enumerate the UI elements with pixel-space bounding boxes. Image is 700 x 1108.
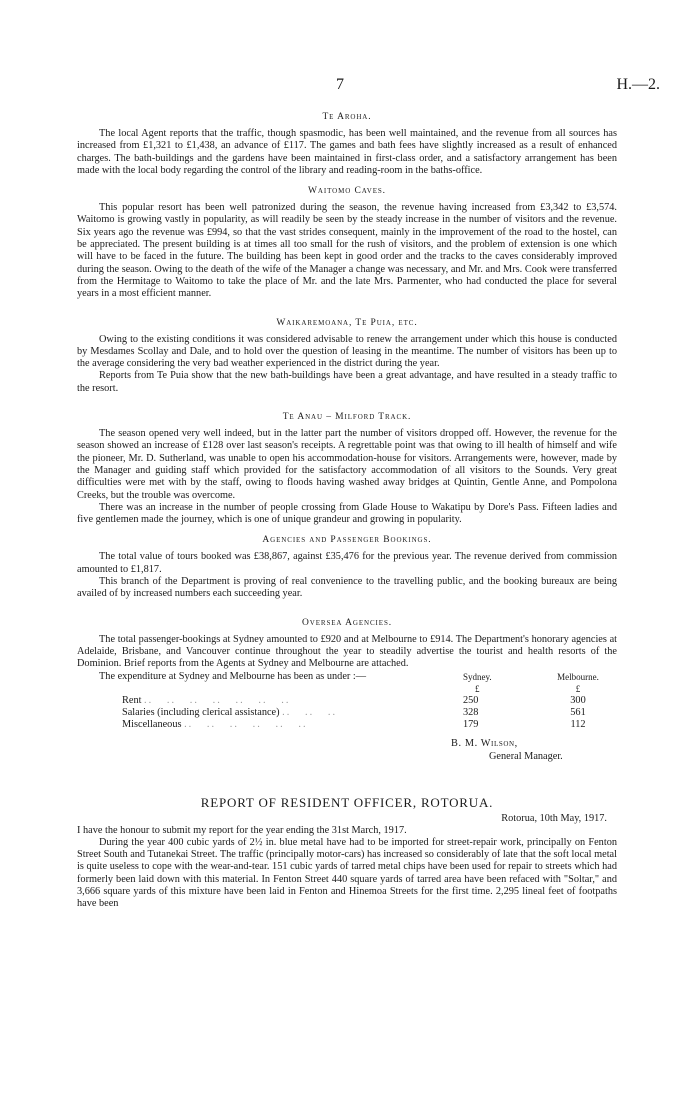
page-content xyxy=(77,103,617,911)
expenditure-intro: The expenditure at Sydney and Melbourne has been as under :— xyxy=(99,670,367,682)
paragraph: During the year 400 cubic yards of 2½ in. blue metal have had to be imported for street-repair work, principally on Fenton Street South and Tutanekai Street. The traffic (principally motor-cars) has increased so considerably of late that the soft local metal is quite useless to cope with the wear-and-tear. 151 cubic yards of tarred metal chips have been used for repair to streets which had formerly been laid down with this material. In Fenton Street 440 square yards of tarred area have been refaced with "Soltar," and 3,666 square yards of this mixture have been laid in Fenton and Hinemoa Streets for the first time. 2,295 lineal feet of footpaths have been xyxy=(77,836,617,910)
column-header-sydney: Sydney. xyxy=(463,671,492,682)
row-label: Miscellaneous xyxy=(122,718,182,730)
paragraph: Reports from Te Puia show that the new bath-buildings have been a great advantage, and have resulted in a steady traffic to the resort. xyxy=(77,370,617,394)
section-oversea-agencies xyxy=(77,617,617,763)
signature-name: B. M. Wilson, xyxy=(451,737,518,749)
paragraph: Owing to the existing conditions it was considered advisable to renew the arrangement under which this house is conducted by Mesdames Scollay and Dale, and to hold over the question of leasing in the meantime. The number of visitors has been up to the average considering the very bad weather experienced in the district during the year. xyxy=(77,333,617,370)
paragraph: This popular resort has been well patronized during the season, the revenue having increased from £3,342 to £3,574. Waitomo is growing vastly in popularity, as will readily be seen by the steady increase in the number of visitors and the revenue. Six years ago the revenue was £994, so that the vast strides consequent, mainly in the improvement of the road to the hostel, can be appreciated. The present building is at times all too small for the rush of visitors, and the problem of extension is one which will have to be faced in the future. The building has been kept in good order and the tracks to the caves considerably improved during the season. Owing to the death of the wife of the Manager a change was necessary, and Mr. and Mrs. Cook were transferred from the Hermitage to Waitomo to take the place of Mr. and the late Mrs. Parmenter, who had conducted the place for several years in a most efficient manner. xyxy=(77,202,617,300)
row-label: Rent xyxy=(122,694,142,706)
table-row: Salaries (including clerical assistance) .. .. .. 328 561 xyxy=(77,707,617,719)
column-header-melbourne: Melbourne. xyxy=(557,671,599,682)
section-heading: Oversea Agencies. xyxy=(301,617,393,628)
paragraph: I have the honour to submit my report for the year ending the 31st March, 1917. xyxy=(77,824,407,836)
paragraph: The total passenger-bookings at Sydney amounted to £920 and at Melbourne to £914. The Department's honorary agencies at Adelaide, Brisbane, and Vancouver continue throughout the year to steadily advertise the tourist and health resorts of the Dominion. Brief reports from the Agents at Sydney and Melbourne are attached. xyxy=(77,633,617,670)
table-row: Rent .. .. .. .. .. .. .. 250 300 xyxy=(77,695,617,707)
sydney-value: 250 xyxy=(463,694,479,706)
section-heading: Waitomo Caves. xyxy=(308,186,386,197)
melbourne-value: 112 xyxy=(570,718,586,730)
section-te-aroha xyxy=(77,111,617,177)
paragraph: The season opened very well indeed, but in the latter part the number of visitors dropped off. However, the revenue for the season showed an increase of £128 over last season's receipts. A regrettable point was that owing to ill health of himself and wife the pioneer, Mr. D. Sutherland, was unable to open his accommodation-house for visitors. Arrangements were, however, made by the Manager and guiding staff which provided for the satisfactory accommodation of all visitors to the Sounds. Very great difficulties were met with by the staff, owing to floods having washed away bridges at Quintin, Gentle Anne, and Pompolona Creeks, but the trouble was overcome. xyxy=(77,428,617,501)
melbourne-value: 300 xyxy=(570,694,586,706)
table-row: Miscellaneous .. .. .. .. .. .. 179 112 xyxy=(77,719,617,731)
signature-block xyxy=(451,737,617,763)
report-dateline: Rotorua, 10th May, 1917. xyxy=(501,812,607,824)
signature-title: General Manager. xyxy=(489,750,563,762)
section-heading: Te Aroha. xyxy=(322,112,372,122)
expenditure-header-row xyxy=(77,671,617,683)
expenditure-table xyxy=(77,671,617,731)
section-te-anau-milford xyxy=(77,411,617,526)
section-rotorua-report xyxy=(77,795,617,911)
document-reference: H.—2. xyxy=(616,76,660,93)
paragraph: There was an increase in the number of people crossing from Glade House to Wakatipu by Dore's Pass. Fifteen ladies and five gentlemen made the journey, which is one of unique grandeur and growing in popularity. xyxy=(77,501,617,526)
sydney-value: 179 xyxy=(463,718,479,730)
paragraph: The total value of tours booked was £38,867, against £35,476 for the previous year. The revenue derived from commission amounted to £1,817. xyxy=(77,551,617,575)
currency-symbol: £ xyxy=(575,683,581,694)
paragraph: The local Agent reports that the traffic, though spasmodic, has been well maintained, and the revenue from all sources has increased from £1,321 to £1,438, an advance of £117. The games and bath fees have slightly increased as a result of enhanced charges. The bath-buildings and the gardens have been maintained in first-class order, and a satisfactory arrangement has been made with the local body regarding the control of the library and reading-room in the baths-office. xyxy=(77,128,617,176)
section-waitomo-caves xyxy=(77,185,617,300)
section-agencies-bookings xyxy=(77,534,617,600)
currency-symbol: £ xyxy=(475,683,480,694)
section-heading: Waikaremoana, Te Puia, etc. xyxy=(276,317,418,328)
page-number: 7 xyxy=(336,76,344,93)
section-waikaremoana xyxy=(77,317,617,395)
section-heading: Te Anau – Milford Track. xyxy=(282,412,412,423)
paragraph: This branch of the Department is proving of real convenience to the travelling public, and the booking bureaux are being availed of by increased numbers each succeeding year. xyxy=(77,576,617,600)
report-title: REPORT OF RESIDENT OFFICER, ROTORUA. xyxy=(200,794,494,810)
section-heading: Agencies and Passenger Bookings. xyxy=(262,535,432,546)
sydney-value: 328 xyxy=(463,706,479,718)
melbourne-value: 561 xyxy=(570,706,586,718)
currency-row xyxy=(77,683,617,695)
row-label: Salaries (including clerical assistance) xyxy=(122,706,280,718)
